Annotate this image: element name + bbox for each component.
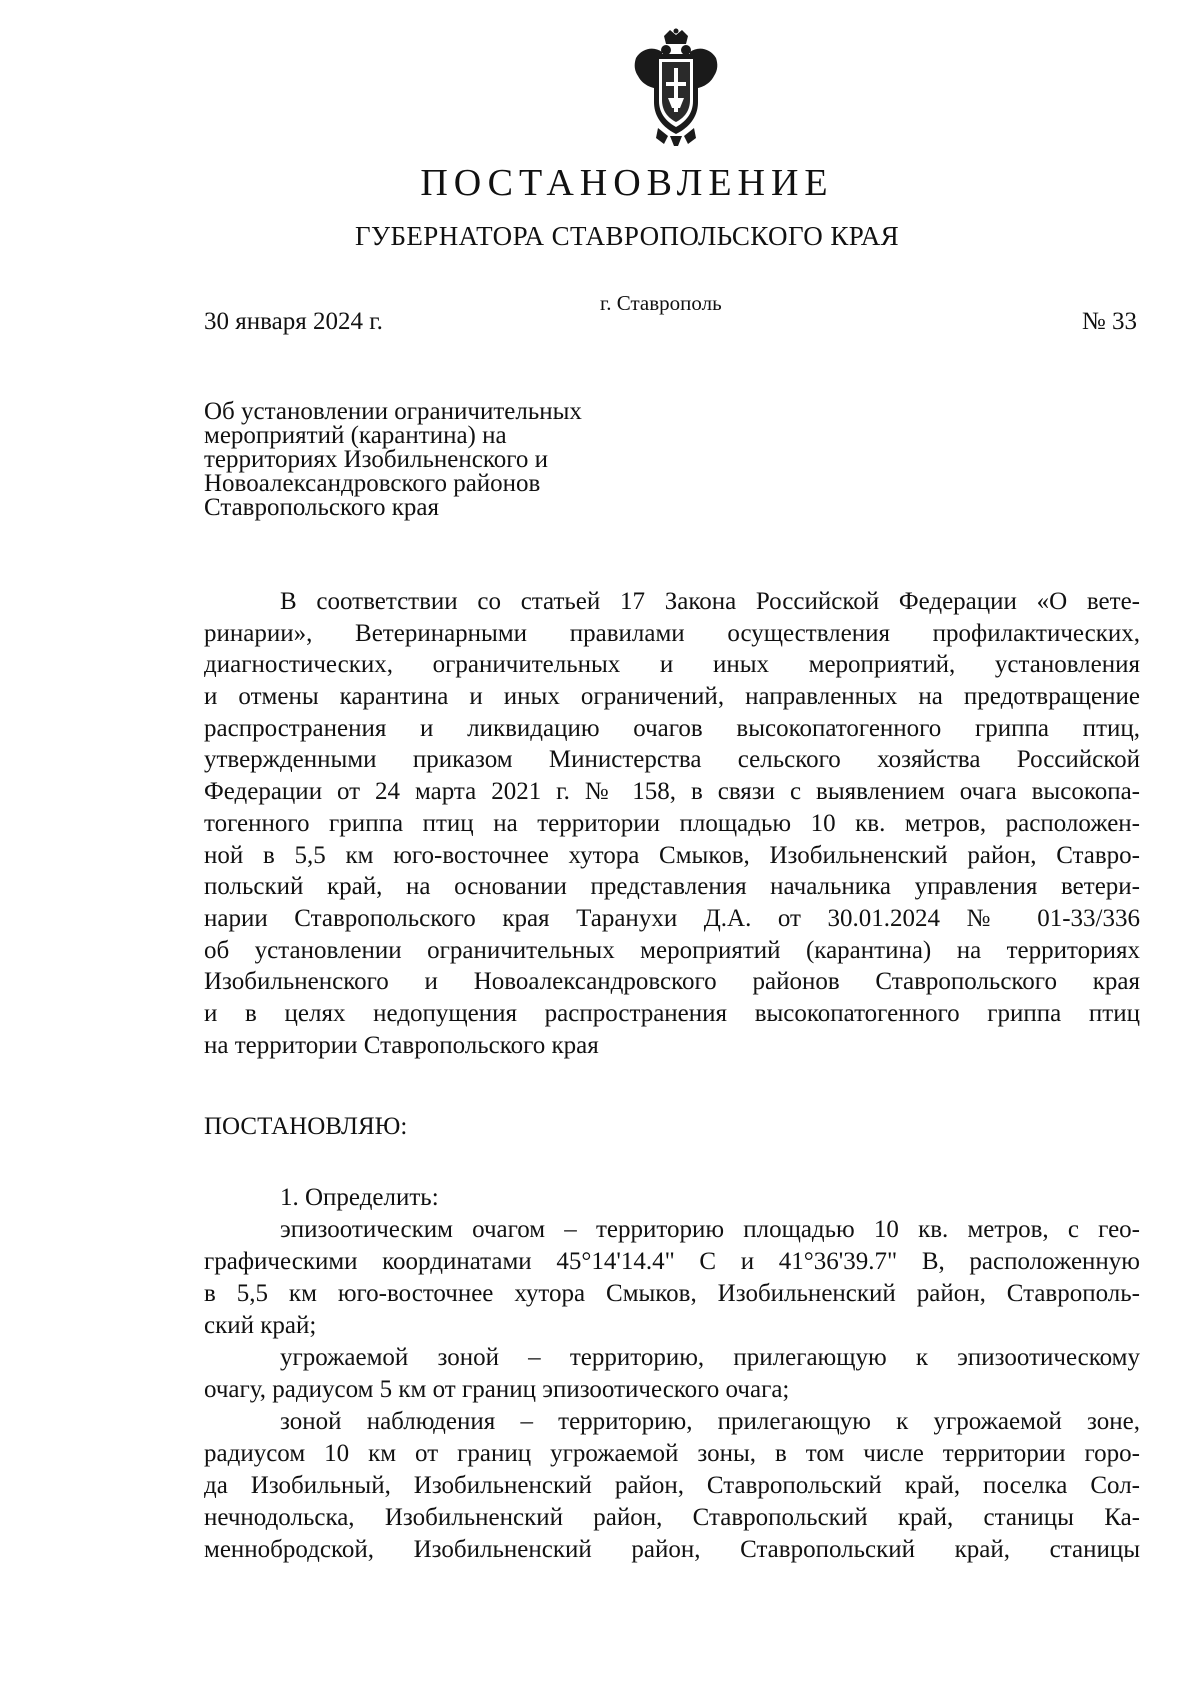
preamble-line: утвержденными приказом Министерства сельского хозяйства Российской xyxy=(204,746,1140,774)
preamble-paragraph xyxy=(204,586,1140,1061)
clause-line: меннобродской, Изобильненский район, Ставропольский край, станицы xyxy=(204,1536,1140,1563)
preamble-line: Изобильненского и Новоалександровского районов Ставропольского края xyxy=(204,968,1140,996)
preamble-line: польский край, на основании представления начальника управления ветери- xyxy=(204,873,1140,901)
clause-line: радиусом 10 км от границ угрожаемой зоны, в том числе территории горо- xyxy=(204,1440,1140,1467)
resolve-heading: ПОСТАНОВЛЯЮ: xyxy=(204,1113,408,1140)
subject-line: мероприятий (карантина) на xyxy=(204,422,507,449)
subject-line: Об установлении ограничительных xyxy=(204,398,582,425)
clause-line: графическими координатами 45°14'14.4" С и 41°36'39.7" В, расположенную xyxy=(204,1248,1140,1275)
document-issuer: ГУБЕРНАТОРА СТАВРОПОЛЬСКОГО КРАЯ xyxy=(354,221,900,251)
document-number: № 33 xyxy=(1081,308,1137,335)
clause-line: эпизоотическим очагом – территорию площадью 10 кв. метров, с гео- xyxy=(280,1216,1140,1243)
preamble-line: и в целях недопущения распространения высокопатогенного гриппа птиц xyxy=(204,999,1140,1027)
preamble-line: ной в 5,5 км юго-восточнее хутора Смыков, Изобильненский район, Ставро- xyxy=(204,841,1140,869)
preamble-line: Федерации от 24 марта 2021 г. № 158, в связи с выявлением очага высокопа- xyxy=(204,778,1140,806)
clause-line: в 5,5 км юго-восточнее хутора Смыков, Изобильненский район, Ставрополь- xyxy=(204,1280,1140,1307)
subject-line: Новоалександровского районов xyxy=(204,470,541,497)
preamble-line: об установлении ограничительных мероприятий (карантина) на территориях xyxy=(204,936,1140,964)
preamble-line: распространения и ликвидацию очагов высокопатогенного гриппа птиц, xyxy=(204,714,1140,742)
preamble-line: диагностических, ограничительных и иных мероприятий, установления xyxy=(204,651,1140,679)
preamble-line: ринарии», Ветеринарными правилами осуществления профилактических, xyxy=(204,619,1140,647)
clause-line: угрожаемой зоной – территорию, прилегающую к эпизоотическому xyxy=(280,1344,1140,1371)
clause-line: зоной наблюдения – территорию, прилегающую к угрожаемой зоне, xyxy=(280,1408,1140,1435)
preamble-line: нарии Ставропольского края Таранухи Д.А. от 30.01.2024 № 01-33/336 xyxy=(204,904,1140,932)
subject-line: территориях Изобильненского и xyxy=(204,446,548,473)
clause-heading: 1. Определить: xyxy=(280,1184,439,1211)
preamble-line: В соответствии со статьей 17 Закона Российской Федерации «О вете- xyxy=(280,588,1140,615)
document-city: г. Ставрополь xyxy=(600,291,722,315)
preamble-line: на территории Ставропольского края xyxy=(204,1031,599,1059)
clause-line: ский край; xyxy=(204,1312,317,1339)
document-date: 30 января 2024 г. xyxy=(204,308,383,335)
document-subject xyxy=(204,400,674,520)
clause-line: нечнодольска, Изобильненский район, Ставропольский край, станицы Ка- xyxy=(204,1504,1140,1531)
coat-of-arms-emblem xyxy=(628,28,724,148)
clause-line: да Изобильный, Изобильненский район, Ставропольский край, поселка Сол- xyxy=(204,1472,1140,1499)
preamble-line: тогенного гриппа птиц на территории площадью 10 кв. метров, расположен- xyxy=(204,809,1140,837)
clause-1 xyxy=(204,1182,1140,1566)
clause-line: очагу, радиусом 5 км от границ эпизоотического очага; xyxy=(204,1376,790,1403)
subject-line: Ставропольского края xyxy=(204,494,439,521)
preamble-line: и отмены карантина и иных ограничений, направленных на предотвращение xyxy=(204,683,1140,711)
document-type-title: ПОСТАНОВЛЕНИЕ xyxy=(420,162,834,204)
